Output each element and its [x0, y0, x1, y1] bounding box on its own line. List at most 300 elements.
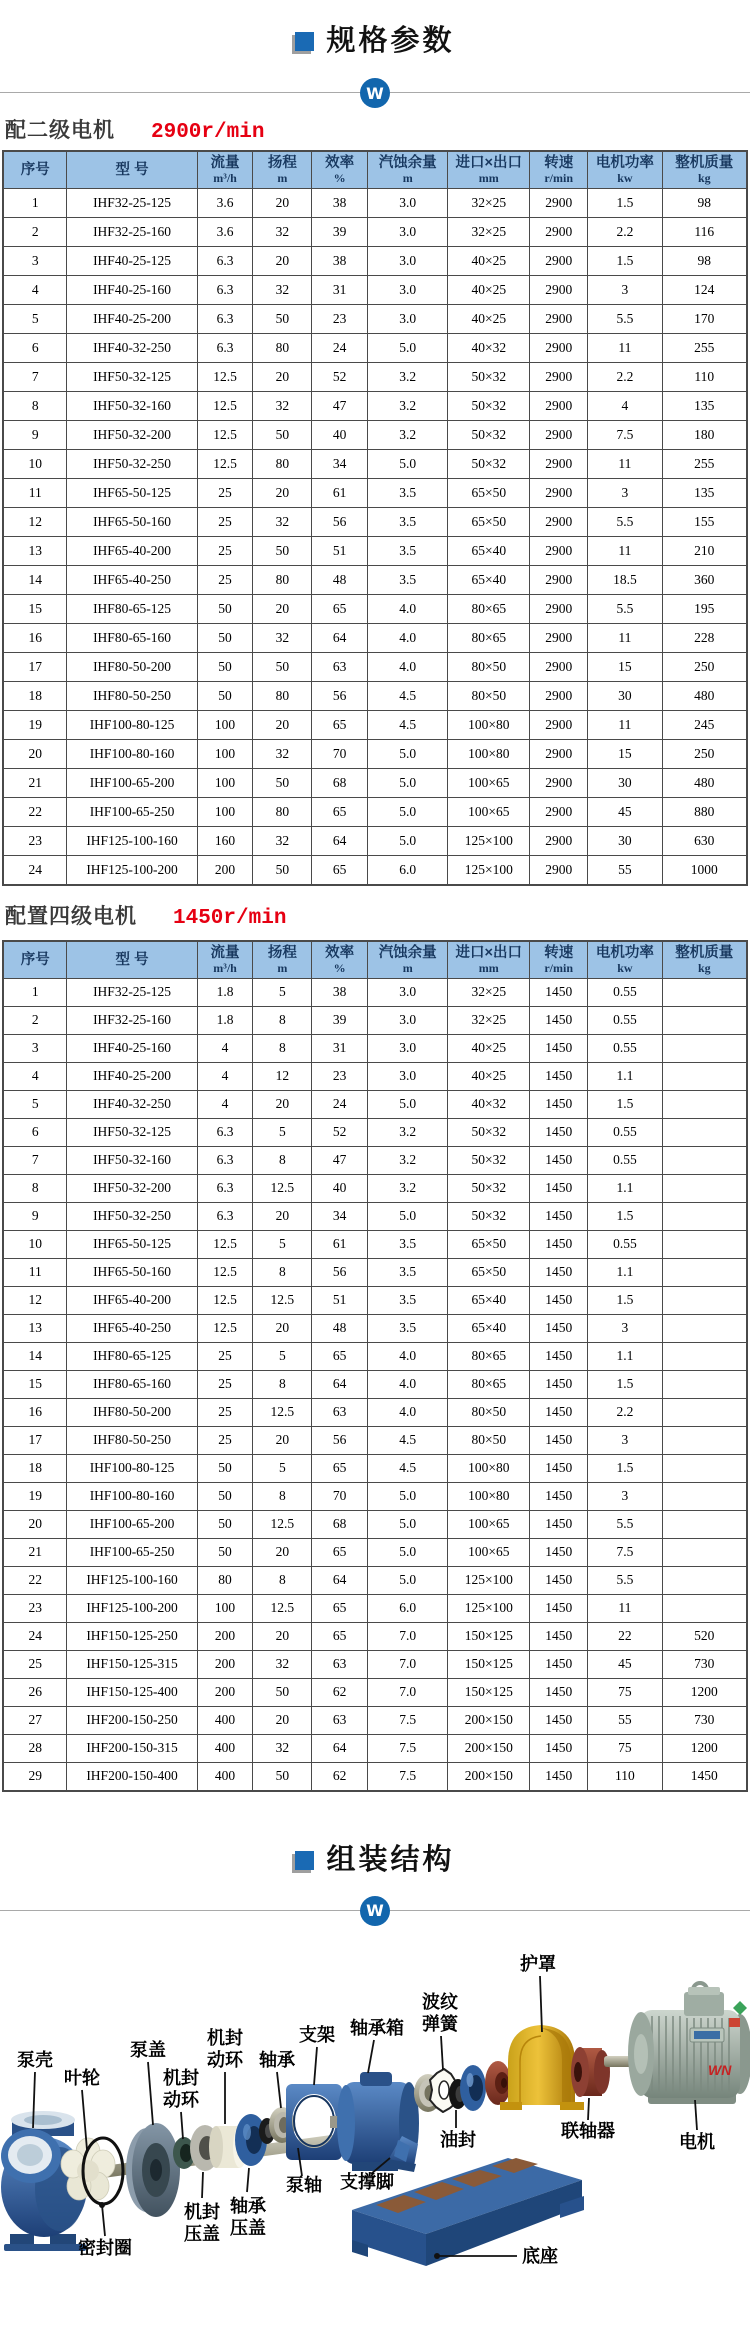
value-cell: 5.0 [368, 797, 448, 826]
value-cell: 12 [3, 507, 67, 536]
table-row [3, 188, 747, 217]
value-cell: 50×32 [448, 391, 530, 420]
part-label-oil-seal: 油封 [440, 2129, 476, 2150]
value-cell: 62 [312, 1678, 368, 1706]
value-cell: 31 [312, 275, 368, 304]
value-cell: 20 [253, 1090, 312, 1118]
table-row [3, 594, 747, 623]
part-label-impeller: 叶轮 [64, 2067, 100, 2088]
value-cell: 40×25 [448, 304, 530, 333]
value-cell: 7.5 [588, 1538, 662, 1566]
value-cell: 22 [3, 797, 67, 826]
model-cell: IHF40-25-125 [67, 246, 197, 275]
model-cell: IHF32-25-125 [67, 188, 197, 217]
value-cell: 12.5 [253, 1510, 312, 1538]
value-cell: 56 [312, 507, 368, 536]
value-cell: 5.0 [368, 1482, 448, 1510]
table-row [3, 1650, 747, 1678]
value-cell: 18 [3, 1454, 67, 1482]
spec-table-2900rpm [2, 150, 748, 886]
value-cell: 65 [312, 1594, 368, 1622]
value-cell: 80×65 [448, 623, 530, 652]
value-cell: 135 [662, 478, 747, 507]
value-cell: 3.6 [197, 188, 253, 217]
value-cell: 4.0 [368, 1342, 448, 1370]
value-cell: 5 [253, 978, 312, 1006]
model-cell: IHF100-65-250 [67, 1538, 197, 1566]
value-cell: 56 [312, 1258, 368, 1286]
model-cell: IHF125-100-200 [67, 855, 197, 885]
value-cell: 124 [662, 275, 747, 304]
value-cell: 4.0 [368, 1370, 448, 1398]
value-cell: 15 [3, 1370, 67, 1398]
table-row [3, 275, 747, 304]
value-cell: 4 [197, 1090, 253, 1118]
value-cell: 20 [3, 1510, 67, 1538]
value-cell: 11 [588, 449, 662, 478]
value-cell: 65 [312, 1454, 368, 1482]
value-cell: 12.5 [253, 1594, 312, 1622]
part-label-coupling: 联轴器 [561, 2120, 615, 2141]
value-cell: 5 [253, 1230, 312, 1258]
value-cell: 32 [253, 623, 312, 652]
value-cell: 2.2 [588, 1398, 662, 1426]
value-cell: 50 [253, 536, 312, 565]
part-label-seal-ring: 密封圈 [78, 2237, 132, 2258]
model-cell: IHF80-65-160 [67, 623, 197, 652]
value-cell: 75 [588, 1734, 662, 1762]
column-header: 电机功率 kw [588, 151, 662, 188]
value-cell: 0.55 [588, 1006, 662, 1034]
model-cell: IHF65-40-200 [67, 1286, 197, 1314]
value-cell: 1450 [530, 1734, 588, 1762]
value-cell: 12.5 [197, 1314, 253, 1342]
value-cell: 1.1 [588, 1342, 662, 1370]
value-cell: 2900 [530, 739, 588, 768]
value-cell: 17 [3, 1426, 67, 1454]
value-cell: 0.55 [588, 1146, 662, 1174]
model-cell: IHF50-32-160 [67, 1146, 197, 1174]
value-cell [662, 1510, 747, 1538]
value-cell: 110 [662, 362, 747, 391]
value-cell: 1.8 [197, 978, 253, 1006]
value-cell: 40×25 [448, 1062, 530, 1090]
value-cell: 3.0 [368, 275, 448, 304]
value-cell: 50 [197, 1510, 253, 1538]
value-cell: 12.5 [197, 1286, 253, 1314]
value-cell: 10 [3, 1230, 67, 1258]
value-cell: 400 [197, 1734, 253, 1762]
value-cell: 3.5 [368, 536, 448, 565]
value-cell: 6.3 [197, 304, 253, 333]
value-cell: 1450 [530, 1454, 588, 1482]
value-cell: 20 [253, 1426, 312, 1454]
value-cell: 62 [312, 1762, 368, 1791]
value-cell: 3.5 [368, 1230, 448, 1258]
value-cell: 24 [3, 1622, 67, 1650]
value-cell: 4.0 [368, 1398, 448, 1426]
header-row [3, 941, 747, 978]
column-header: 汽蚀余量 m [368, 941, 448, 978]
value-cell: 50×32 [448, 449, 530, 478]
value-cell: 80 [253, 681, 312, 710]
value-cell: 4 [3, 1062, 67, 1090]
value-cell: 50×32 [448, 1202, 530, 1230]
value-cell: 480 [662, 768, 747, 797]
table-row [3, 855, 747, 885]
value-cell: 2900 [530, 449, 588, 478]
value-cell: 40×32 [448, 1090, 530, 1118]
model-cell: IHF125-100-160 [67, 826, 197, 855]
table-row [3, 1370, 747, 1398]
column-header: 整机质量 kg [662, 151, 747, 188]
model-cell: IHF40-32-250 [67, 333, 197, 362]
value-cell: 32 [253, 275, 312, 304]
value-cell: 3 [3, 1034, 67, 1062]
value-cell: 400 [197, 1762, 253, 1791]
model-cell: IHF80-50-250 [67, 681, 197, 710]
value-cell: 25 [197, 536, 253, 565]
leader-line-bearing-box [368, 2040, 374, 2073]
value-cell: 2.2 [588, 217, 662, 246]
part-label-seal-rotating-ring: 机封动环 [207, 2027, 243, 2070]
table-row [3, 826, 747, 855]
table-row [3, 304, 747, 333]
value-cell: 40×25 [448, 275, 530, 304]
leader-dot-seal-ring [99, 2202, 105, 2208]
specs-title-text: 规格参数 [326, 24, 455, 57]
value-cell: 0.55 [588, 1118, 662, 1146]
value-cell: 6.3 [197, 246, 253, 275]
value-cell: 4.5 [368, 1426, 448, 1454]
model-cell: IHF80-50-200 [67, 652, 197, 681]
value-cell: 4 [3, 275, 67, 304]
part-label-pump-cover: 泵盖 [130, 2039, 166, 2060]
value-cell [662, 1118, 747, 1146]
value-cell: 51 [312, 1286, 368, 1314]
value-cell: 19 [3, 1482, 67, 1510]
value-cell [662, 978, 747, 1006]
value-cell: 32×25 [448, 188, 530, 217]
value-cell: 4.0 [368, 623, 448, 652]
value-cell: 3.0 [368, 1062, 448, 1090]
value-cell: 125×100 [448, 1566, 530, 1594]
model-cell: IHF100-80-160 [67, 1482, 197, 1510]
value-cell: 2900 [530, 623, 588, 652]
value-cell: 2900 [530, 217, 588, 246]
column-header: 转速 r/min [530, 151, 588, 188]
value-cell [662, 1566, 747, 1594]
value-cell [662, 1398, 747, 1426]
value-cell: 12 [3, 1286, 67, 1314]
value-cell: 3.2 [368, 420, 448, 449]
value-cell: 80 [253, 565, 312, 594]
value-cell: 1450 [530, 1090, 588, 1118]
value-cell [662, 1090, 747, 1118]
value-cell: 98 [662, 188, 747, 217]
model-cell: IHF100-80-125 [67, 1454, 197, 1482]
column-header: 进口×出口 mm [448, 941, 530, 978]
value-cell: 64 [312, 1566, 368, 1594]
part-label-seal-rotating-ring-front: 机封动环 [163, 2067, 199, 2110]
value-cell: 1450 [530, 1426, 588, 1454]
value-cell [662, 1230, 747, 1258]
value-cell: 125×100 [448, 826, 530, 855]
model-cell: IHF125-100-160 [67, 1566, 197, 1594]
value-cell: 1450 [530, 1286, 588, 1314]
value-cell: 4 [588, 391, 662, 420]
model-cell: IHF200-150-250 [67, 1706, 197, 1734]
model-cell: IHF80-65-160 [67, 1370, 197, 1398]
value-cell: 5.5 [588, 1566, 662, 1594]
value-cell: 16 [3, 623, 67, 652]
value-cell: 32 [253, 1734, 312, 1762]
value-cell: 0.55 [588, 1034, 662, 1062]
value-cell: 5.0 [368, 1566, 448, 1594]
value-cell: 2900 [530, 391, 588, 420]
value-cell: 100 [197, 1594, 253, 1622]
value-cell: 64 [312, 1734, 368, 1762]
table-row [3, 333, 747, 362]
value-cell: 31 [312, 1034, 368, 1062]
value-cell: 1.5 [588, 1286, 662, 1314]
value-cell: 6.3 [197, 1118, 253, 1146]
model-cell: IHF65-50-125 [67, 478, 197, 507]
value-cell [662, 1370, 747, 1398]
value-cell: 5.5 [588, 1510, 662, 1538]
value-cell: 56 [312, 1426, 368, 1454]
leader-line-coupling [588, 2098, 589, 2120]
value-cell: 880 [662, 797, 747, 826]
value-cell: 1450 [530, 1762, 588, 1791]
value-cell: 5.0 [368, 826, 448, 855]
value-cell: 80×50 [448, 681, 530, 710]
value-cell: 5 [253, 1342, 312, 1370]
value-cell: 12.5 [197, 362, 253, 391]
value-cell: 12.5 [253, 1398, 312, 1426]
table-row [3, 1286, 747, 1314]
model-cell: IHF65-50-160 [67, 1258, 197, 1286]
value-cell: 63 [312, 1398, 368, 1426]
value-cell: 30 [588, 768, 662, 797]
value-cell: 25 [197, 1342, 253, 1370]
value-cell: 5.0 [368, 1202, 448, 1230]
value-cell: 64 [312, 826, 368, 855]
value-cell: 4.5 [368, 681, 448, 710]
section-title-assembly [0, 1844, 750, 1878]
value-cell: 6.3 [197, 1174, 253, 1202]
value-cell: 23 [312, 1062, 368, 1090]
value-cell: 0.55 [588, 978, 662, 1006]
value-cell: 65×40 [448, 536, 530, 565]
value-cell: 7 [3, 362, 67, 391]
table-row [3, 1566, 747, 1594]
value-cell: 1450 [530, 1370, 588, 1398]
value-cell: 100 [197, 739, 253, 768]
value-cell: 11 [588, 536, 662, 565]
leader-line-bracket [314, 2047, 317, 2085]
value-cell [662, 1426, 747, 1454]
value-cell: 45 [588, 797, 662, 826]
value-cell: 4.5 [368, 1454, 448, 1482]
value-cell: 32 [253, 217, 312, 246]
blue-square-bullet [295, 1851, 314, 1870]
leader-line-guard [540, 1976, 542, 2032]
model-cell: IHF50-32-160 [67, 391, 197, 420]
value-cell: 200 [197, 1650, 253, 1678]
model-cell: IHF100-65-250 [67, 797, 197, 826]
value-cell: 50 [197, 681, 253, 710]
value-cell: 40×32 [448, 333, 530, 362]
value-cell: 1450 [530, 1342, 588, 1370]
table2-caption-text: 配置四级电机 [5, 904, 137, 928]
value-cell: 6.0 [368, 855, 448, 885]
value-cell: 100×65 [448, 1538, 530, 1566]
value-cell: 1.5 [588, 1202, 662, 1230]
value-cell: 1450 [530, 1482, 588, 1510]
table-row [3, 710, 747, 739]
value-cell: 1450 [530, 1594, 588, 1622]
part-label-bearing-gland: 轴承压盖 [230, 2195, 266, 2238]
value-cell: 26 [3, 1678, 67, 1706]
value-cell: 125×100 [448, 1594, 530, 1622]
section-divider [0, 78, 750, 108]
part-label-guard: 护罩 [520, 1953, 556, 1974]
value-cell: 68 [312, 1510, 368, 1538]
value-cell: 65 [312, 594, 368, 623]
value-cell: 3.0 [368, 1006, 448, 1034]
value-cell: 50×32 [448, 1118, 530, 1146]
value-cell: 7.0 [368, 1650, 448, 1678]
value-cell: 22 [3, 1566, 67, 1594]
value-cell: 70 [312, 739, 368, 768]
value-cell: 40×25 [448, 1034, 530, 1062]
value-cell: 4 [197, 1034, 253, 1062]
value-cell: 6.3 [197, 333, 253, 362]
value-cell: 2900 [530, 188, 588, 217]
value-cell: 2900 [530, 826, 588, 855]
value-cell: 100×80 [448, 739, 530, 768]
value-cell: 50 [197, 1482, 253, 1510]
value-cell: 1450 [530, 1174, 588, 1202]
column-header: 进口×出口 mm [448, 151, 530, 188]
value-cell: 3.0 [368, 978, 448, 1006]
value-cell: 20 [253, 1706, 312, 1734]
value-cell: 52 [312, 362, 368, 391]
value-cell: 5.0 [368, 333, 448, 362]
value-cell: 65 [312, 1538, 368, 1566]
value-cell: 2900 [530, 507, 588, 536]
model-cell: IHF50-32-200 [67, 1174, 197, 1202]
value-cell: 3.0 [368, 1034, 448, 1062]
value-cell: 3.5 [368, 478, 448, 507]
value-cell: 11 [3, 478, 67, 507]
value-cell: 20 [3, 739, 67, 768]
value-cell: 12.5 [253, 1174, 312, 1202]
value-cell: 64 [312, 1370, 368, 1398]
column-header: 效率 % [312, 941, 368, 978]
table-row [3, 1454, 747, 1482]
value-cell: 32×25 [448, 217, 530, 246]
value-cell: 12.5 [197, 420, 253, 449]
value-cell: 3.2 [368, 1118, 448, 1146]
table-row [3, 1762, 747, 1791]
value-cell [662, 1286, 747, 1314]
value-cell: 2900 [530, 420, 588, 449]
value-cell: 1.5 [588, 188, 662, 217]
value-cell: 25 [197, 1398, 253, 1426]
value-cell: 20 [253, 1538, 312, 1566]
column-header: 型 号 [67, 151, 197, 188]
value-cell: 2900 [530, 855, 588, 885]
value-cell: 7.0 [368, 1678, 448, 1706]
part-label-wave-spring: 波纹弹簧 [422, 1991, 458, 2034]
value-cell: 65×50 [448, 1230, 530, 1258]
value-cell: 3 [3, 246, 67, 275]
table-row [3, 623, 747, 652]
value-cell: 3.5 [368, 565, 448, 594]
value-cell: 100×65 [448, 1510, 530, 1538]
value-cell: 11 [588, 1594, 662, 1622]
value-cell: 80×50 [448, 1426, 530, 1454]
value-cell [662, 1538, 747, 1566]
value-cell: 1450 [662, 1762, 747, 1791]
value-cell: 1000 [662, 855, 747, 885]
value-cell: 1.1 [588, 1258, 662, 1286]
value-cell: 7.5 [588, 420, 662, 449]
column-header: 扬程 m [253, 941, 312, 978]
value-cell [662, 1482, 747, 1510]
value-cell: 65×50 [448, 507, 530, 536]
value-cell: 15 [588, 652, 662, 681]
model-cell: IHF200-150-315 [67, 1734, 197, 1762]
value-cell [662, 1594, 747, 1622]
leader-line-pump-cover [148, 2062, 153, 2125]
value-cell: 50 [253, 768, 312, 797]
value-cell: 65 [312, 855, 368, 885]
value-cell: 3.0 [368, 304, 448, 333]
table1-speed-text: 2900r/min [151, 121, 265, 144]
part-label-seal-gland: 机封压盖 [184, 2201, 220, 2244]
value-cell: 34 [312, 1202, 368, 1230]
value-cell: 6.3 [197, 1146, 253, 1174]
value-cell: 3.2 [368, 391, 448, 420]
value-cell: 80 [253, 449, 312, 478]
value-cell: 20 [253, 594, 312, 623]
value-cell: 32 [253, 1650, 312, 1678]
table-row [3, 978, 747, 1006]
value-cell: 32×25 [448, 978, 530, 1006]
value-cell: 200×150 [448, 1706, 530, 1734]
value-cell: 150×125 [448, 1678, 530, 1706]
value-cell: 65×40 [448, 565, 530, 594]
value-cell: 3.5 [368, 507, 448, 536]
value-cell: 18.5 [588, 565, 662, 594]
value-cell: 180 [662, 420, 747, 449]
value-cell: 50 [253, 1678, 312, 1706]
value-cell: 6 [3, 333, 67, 362]
value-cell: 1.1 [588, 1062, 662, 1090]
table2-head [3, 941, 747, 978]
value-cell [662, 1258, 747, 1286]
model-cell: IHF100-65-200 [67, 1510, 197, 1538]
value-cell: 14 [3, 565, 67, 594]
value-cell: 400 [197, 1706, 253, 1734]
value-cell: 2900 [530, 797, 588, 826]
column-header: 流量 m³/h [197, 151, 253, 188]
w-logo-badge: W [360, 1896, 390, 1926]
model-cell: IHF80-50-250 [67, 1426, 197, 1454]
